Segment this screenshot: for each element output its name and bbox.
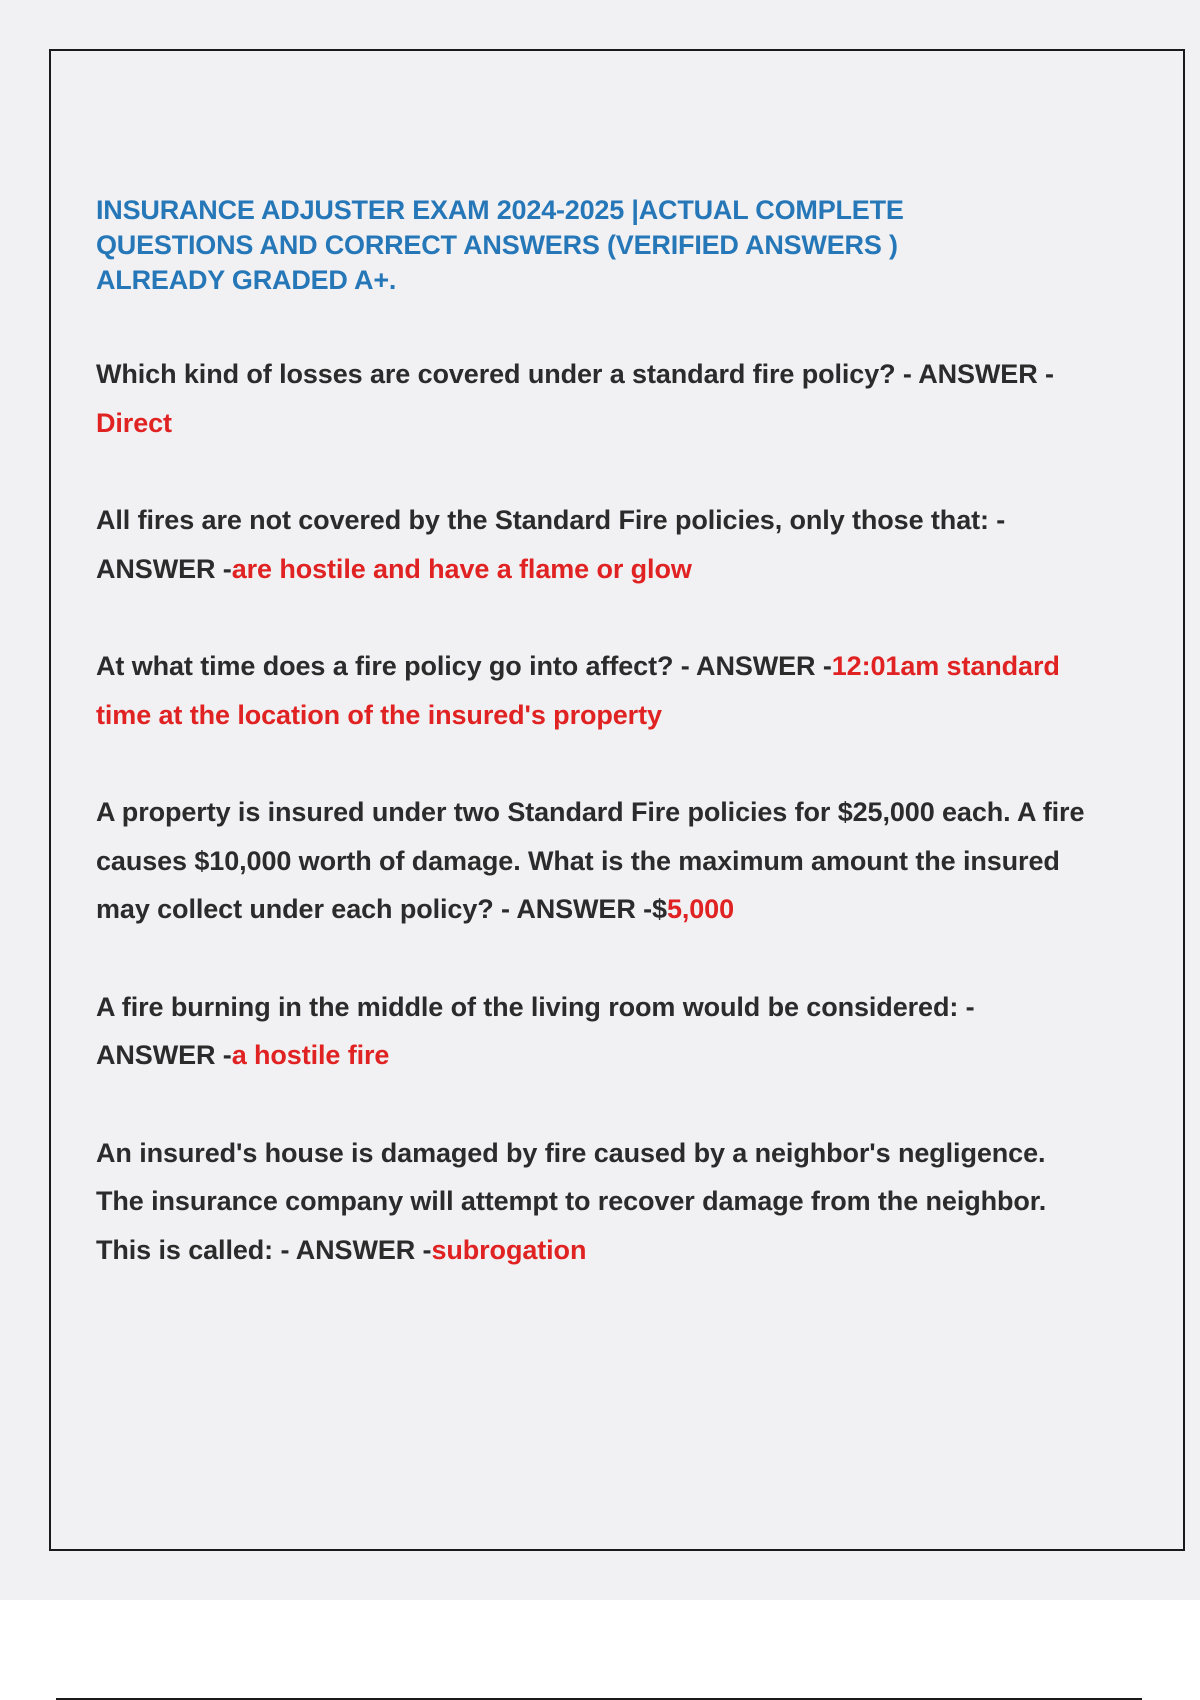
qa-item-6 (96, 1129, 1096, 1275)
document-title: INSURANCE ADJUSTER EXAM 2024-2025 |ACTUAL COMPLETE QUESTIONS AND CORRECT ANSWERS (VERIFIED ANSWERS ) ALREADY GRADED A+. (96, 195, 904, 295)
qa-list (96, 350, 1096, 1274)
answer-text: are hostile and have a flame or glow (231, 553, 692, 584)
qa-item-3 (96, 642, 1096, 739)
answer-text: Direct (96, 407, 172, 438)
question-text: A property is insured under two Standard Fire policies for $25,000 each. A fire causes $10,000 worth of damage. What is the maximum amount the insured may collect under each policy? - ANSWER -$ (96, 797, 1085, 924)
question-text: Which kind of losses are covered under a standard fire policy? - ANSWER - (96, 359, 1054, 389)
question-text: At what time does a fire policy go into affect? - ANSWER - (96, 651, 832, 681)
answer-text: subrogation (431, 1234, 587, 1265)
question-text: All fires are not covered by the Standard Fire policies, only those that: - ANSWER - (96, 505, 1006, 584)
qa-item-2 (96, 496, 1096, 593)
answer-text: 12:01am standard time at the location of the insured's property (96, 651, 1060, 730)
qa-item-4 (96, 788, 1096, 934)
qa-item-5 (96, 983, 1096, 1080)
question-text: A fire burning in the middle of the living room would be considered: - ANSWER - (96, 991, 975, 1070)
qa-item-1 (96, 350, 1096, 447)
question-text: An insured's house is damaged by fire caused by a neighbor's negligence. The insurance company will attempt to recover damage from the neighbor. This is called: - ANSWER - (96, 1137, 1047, 1265)
answer-text: a hostile fire (231, 1040, 390, 1070)
answer-text: 5,000 (666, 894, 735, 924)
